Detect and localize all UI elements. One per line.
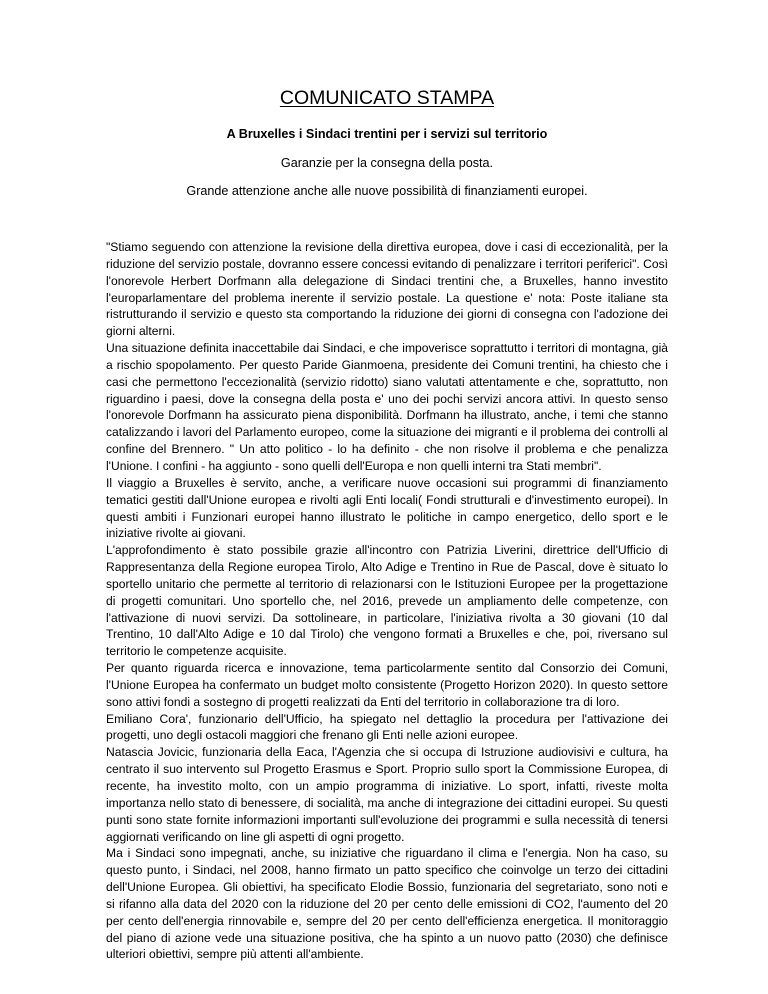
body-paragraph: Per quanto riguarda ricerca e innovazione, tema particolarmente sentito dal Consorzio dei Comuni, l'Unione Europea ha confermato un budget molto consistente (Progetto Horizon 2020). In questo settore sono attivi fondi a sostegno di progetti realizzati da Enti del territorio in collaborazione tra di loro. xyxy=(106,661,668,709)
body-paragraph: "Stiamo seguendo con attenzione la revisione della direttiva europea, dove i casi di eccezionalità, per la riduzione del servizio postale, dovranno essere concessi evitando di penalizzare i territori periferici". Così l'onorevole Herbert Dorfmann alla delegazione di Sindaci trentini che, a Bruxelles, hanno investito l'europarlamentare del problema inerente il servizio postale. La questione e' nota: Poste italiane sta ristrutturando il servizio e questo sta comportando la riduzione dei giorni di consegna con l'adozione dei giorni alterni. xyxy=(106,240,668,339)
body-paragraph: Il viaggio a Bruxelles è servito, anche, a verificare nuove occasioni sui programmi di finanziamento tematici gestiti dall'Unione europea e rivolti agli Enti locali( Fondi strutturali e d'investimento europei). In questi ambiti i Funzionari europei hanno illustrato le politiche in campo energetico, dello sport e le iniziative rivolte ai giovani. xyxy=(106,475,668,541)
subheading-line: Grande attenzione anche alle nuove possibilità di finanziamenti europei. xyxy=(186,184,588,198)
article-body xyxy=(106,239,668,963)
body-paragraph: L'approfondimento è stato possibile grazie all'incontro con Patrizia Liverini, direttrice dell'Ufficio di Rappresentanza della Regione europea Tirolo, Alto Adige e Trentino in Rue de Pascal, dove è situato lo sportello unitario che permette al territorio di relazionarsi con le Istituzioni Europee per la progettazione di progetti comunitari. Uno sportello che, nel 2016, prevede un ampliamento delle competenze, con l'attivazione di nuovi servizi. Da sottolineare, in particolare, l'iniziativa rivolta a 30 giovani (10 dal Trentino, 10 dall'Alto Adige e 10 dal Tirolo) che vengono formati a Bruxelles e che, poi, riversano sul territorio le competenze acquisite. xyxy=(106,543,668,659)
document-subtitle: A Bruxelles i Sindaci trentini per i servizi sul territorio xyxy=(226,127,548,141)
body-paragraph: Natascia Jovicic, funzionaria della Eaca, l'Agenzia che si occupa di Istruzione audiovisivi e cultura, ha centrato il suo intervento sul Progetto Erasmus e Sport. Proprio sullo sport la Commissione Europea, di recente, ha investito molto, con un ampio programma di iniziative. Lo sport, infatti, riveste molta importanza nello stato di benessere, di socialità, ma anche di integrazione dei cittadini europei. Su questi punti sono state fornite informazioni importanti sull'evoluzione dei programmi e sulla necessità di tenersi aggiornati verificando on line gli aspetti di ogni progetto. xyxy=(106,745,668,844)
subheading-line: Garanzie per la consegna della posta. xyxy=(280,156,494,170)
press-release-page xyxy=(106,0,668,963)
body-paragraph: Ma i Sindaci sono impegnati, anche, su iniziative che riguardano il clima e l'energia. Non ha caso, su questo punto, i Sindaci, nel 2008, hanno firmato un patto specifico che coinvolge un terzo dei cittadini dell'Unione Europea. Gli obiettivi, ha specificato Elodie Bossio, funzionaria del segretariato, sono noti e si rifanno alla data del 2020 con la riduzione del 20 per cento delle emissioni di CO2, l'aumento del 20 per cento dell'energia rinnovabile e, sempre del 20 per cento dell'efficienza energetica. Il monitoraggio del piano di azione vede una situazione positiva, che ha spinto a un nuovo patto (2030) che definisce ulteriori obiettivi, sempre più attenti all'ambiente. xyxy=(106,846,668,962)
body-paragraph: Una situazione definita inaccettabile dai Sindaci, e che impoverisce soprattutto i territori di montagna, già a rischio spopolamento. Per questo Paride Gianmoena, presidente dei Comuni trentini, ha chiesto che i casi che permettono l'eccezionalità (servizio ridotto) siano valutati attentamente e che, soprattutto, non riguardino i paesi, dove la consegna della posta e' uno dei pochi servizi ancora attivi. In questo senso l'onorevole Dorfmann ha assicurato piena disponibilità. Dorfmann ha illustrato, anche, i temi che stanno catalizzando i lavori del Parlamento europeo, come la situazione dei migranti e il problema dei controlli al confine del Brennero. " Un atto politico - lo ha definito - che non risolve il problema e che penalizza l'Unione. I confini - ha aggiunto - sono quelli dell'Europa e non quelli interni tra Stati membri". xyxy=(106,341,668,473)
document-title: COMUNICATO STAMPA xyxy=(279,87,495,109)
body-paragraph: Emiliano Cora', funzionario dell'Ufficio, ha spiegato nel dettaglio la procedura per l'attivazione dei progetti, uno degli ostacoli maggiori che frenano gli Enti nelle azioni europee. xyxy=(106,711,668,743)
